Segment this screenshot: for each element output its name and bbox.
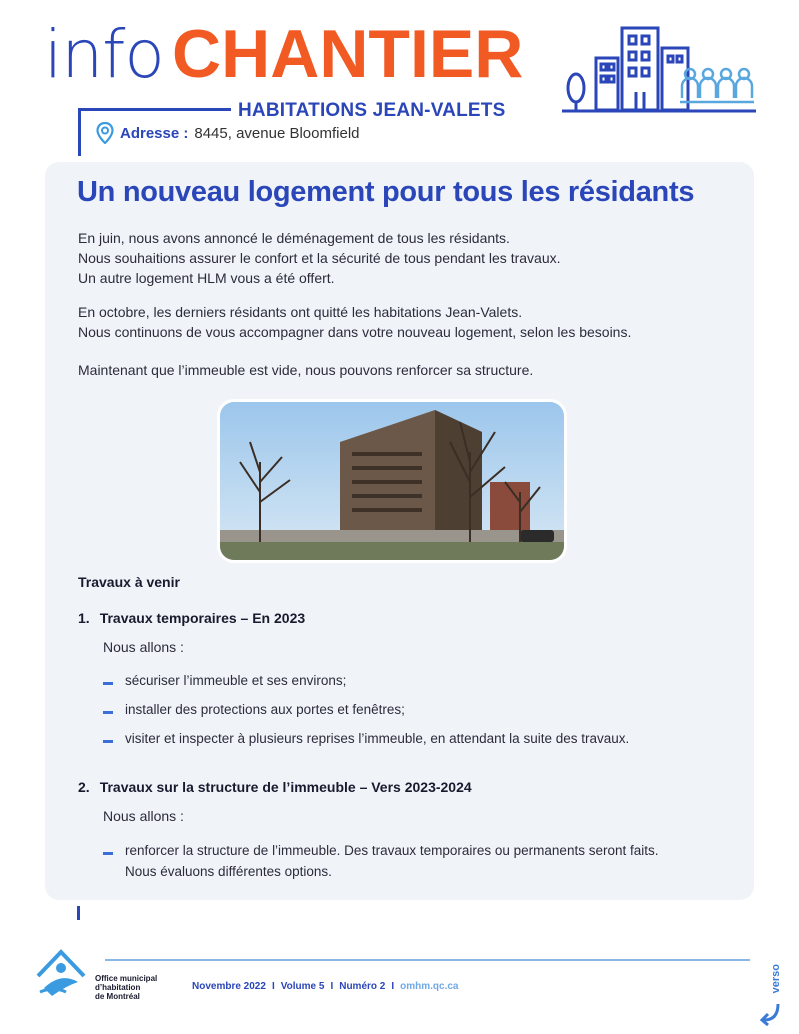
content-card [45,162,754,900]
bullet-dash-icon [103,711,113,714]
buildings-illustration-icon [562,22,756,114]
org-line: Office municipal [95,974,158,983]
bullet-dash-icon [103,740,113,743]
bullet-dash-icon [103,682,113,685]
work-item-1-heading [78,610,305,626]
list-item [103,728,629,749]
paragraph-line: En octobre, les derniers résidants ont quitté les habitations Jean-Valets. [78,304,523,320]
address-label: Adresse : [120,124,189,142]
paragraph-2 [78,302,631,342]
org-line: d’habitation [95,983,141,992]
paragraph-line: Un autre logement HLM vous a été offert. [78,270,335,286]
list-item [103,840,658,882]
paragraph-line: Maintenant que l’immeuble est vide, nous pouvons renforcer sa structure. [78,362,534,378]
list-item [103,670,346,691]
page-title: Un nouveau logement pour tous les résidants [77,176,695,208]
list-item [103,699,405,720]
paragraph-line: En juin, nous avons annoncé le déménagement de tous les résidants. [78,230,510,246]
footer-tick [77,906,80,920]
paragraph-3 [78,360,533,380]
bullet-text [125,840,658,882]
address-value: 8445, avenue Bloomfield [194,124,360,142]
work-item-2-heading [78,779,472,795]
item-number: 1. [78,610,90,626]
bullet-text: sécuriser l’immeuble et ses environs; [125,673,347,688]
header-vertical-rule [78,108,81,156]
separator: I [391,981,395,992]
item-title: Travaux sur la structure de l’immeuble – Vers 2023-2024 [99,779,472,795]
issue-date: Novembre 2022 [192,981,266,992]
paragraph-1 [78,228,561,288]
item-intro: Nous allons : [103,639,184,655]
bullet-text: visiter et inspecter à plusieurs reprises l’immeuble, en attendant la suite des travaux. [125,731,630,746]
issue-number: Numéro 2 [339,981,386,992]
website-link[interactable]: omhm.qc.ca [400,981,459,992]
paragraph-line: Nous souhaitions assurer le confort et la sécurité de tous pendant les travaux. [78,250,561,266]
bullet-dash-icon [103,852,113,855]
verso-label[interactable]: verso [770,964,782,994]
project-subtitle: HABITATIONS JEAN-VALETS [238,100,506,121]
location-pin-icon [96,122,114,144]
issue-info [192,981,458,992]
org-line: de Montréal [95,992,140,1001]
logo-info-text: info [44,16,164,93]
section-heading: Travaux à venir [78,574,180,590]
separator: I [330,981,334,992]
item-intro: Nous allons : [103,808,184,824]
bullet-text: installer des protections aux portes et fenêtres; [125,702,405,717]
org-name [95,974,175,1001]
address-line [96,122,360,144]
verso-arrow-icon[interactable] [758,1000,784,1026]
separator: I [271,981,275,992]
item-number: 2. [78,779,90,795]
omhm-logo-icon [30,942,92,1004]
logo-chantier-text: CHANTIER [172,16,524,92]
item-title: Travaux temporaires – En 2023 [99,610,306,626]
bullet-line: renforcer la structure de l’immeuble. Des travaux temporaires ou permanents seront faits. [125,843,659,858]
bullet-line: Nous évaluons différentes options. [125,864,332,879]
header-rule [78,108,231,111]
paragraph-line: Nous continuons de vous accompagner dans votre nouveau logement, selon les besoins. [78,324,632,340]
footer-rule [105,959,750,961]
building-photo [220,402,564,560]
issue-volume: Volume 5 [280,981,325,992]
